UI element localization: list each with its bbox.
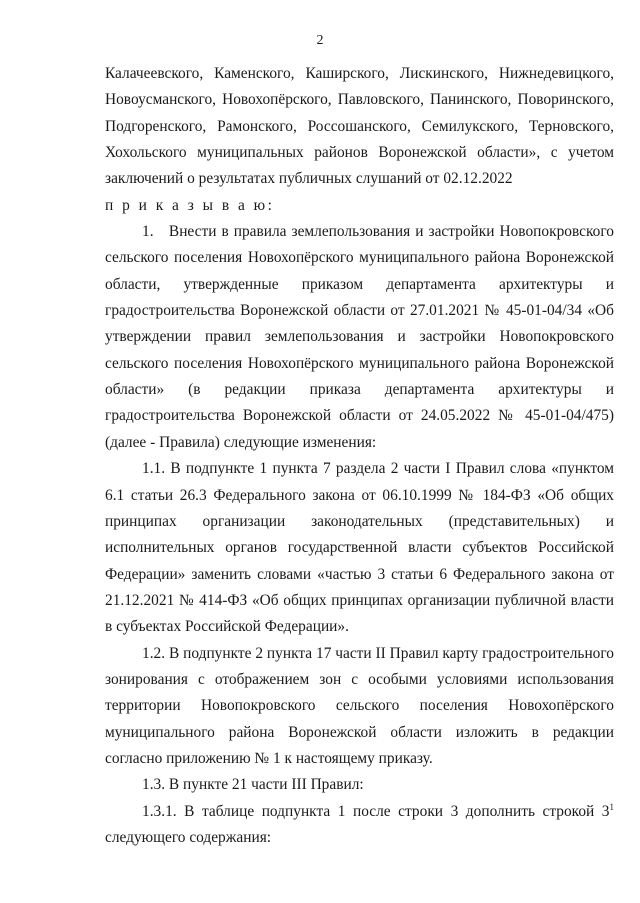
- item-1-3-1-text: 1.3.1. В таблице подпункта 1 после строки 3 дополнить строкой 3: [142, 802, 610, 820]
- item-1-3-paragraph: 1.3. В пункте 21 части III Правил:: [142, 776, 364, 794]
- item-1-2-paragraph: 1.2. В подпункте 2 пункта 17 части II Правил карту градостроительного зонирования с отображением зон с особыми условиями использования территории Новопокровского сельского поселения Новохопёрского муниципального района Воронежской области изложить в редакции согласно приложению № 1 к настоящему приказу.: [105, 644, 614, 767]
- item-1-3-1-superscript: 1: [609, 801, 614, 812]
- preamble-paragraph: Калачеевского, Каменского, Каширского, Лискинского, Нижнедевицкого, Новоусманского, Новохопёрского, Павловского, Панинского, Поворинского, Подгоренского, Рамонского, Россошанского, Семилукского, Терновского, Хохольского муниципальных районов Воронежской области», с учетом заключений о результатах публичных слушаний от 02.12.2022: [105, 65, 614, 188]
- item-1-1-paragraph: 1.1. В подпункте 1 пункта 7 раздела 2 части I Правил слова «пунктом 6.1 статьи 26.3 Федерального закона от 06.10.1999 № 184-ФЗ «Об общих принципах организации законодательных (представительных) и исполнительных органов государственной власти субъектов Российской Федерации» заменить словами «частью 3 статьи 6 Федерального закона от 21.12.2021 № 414-ФЗ «Об общих принципах организации публичной власти в субъектах Российской Федерации».: [105, 460, 614, 636]
- document-body: [105, 61, 614, 851]
- item-1-3-1-paragraph: [105, 799, 614, 852]
- item-1-3-1-tail: следующего содержания:: [105, 828, 272, 846]
- item-1-paragraph: 1. Внести в правила землепользования и застройки Новопокровского сельского поселения Новохопёрского муниципального района Воронежской области, утвержденные приказом департамента архитектуры и градостроительства Воронежской области от 27.01.2021 № 45-01-04/34 «Об утверждении правил землепользования и застройки Новопокровского сельского поселения Новохопёрского муниципального района Воронежской области» (в редакции приказа департамента архитектуры и градостроительства Воронежской области от 24.05.2022 № 45-01-04/475) (далее - Правила) следующие изменения:: [105, 223, 614, 451]
- order-word: п р и к а з ы в а ю:: [105, 196, 275, 214]
- page-number: 2: [316, 33, 324, 48]
